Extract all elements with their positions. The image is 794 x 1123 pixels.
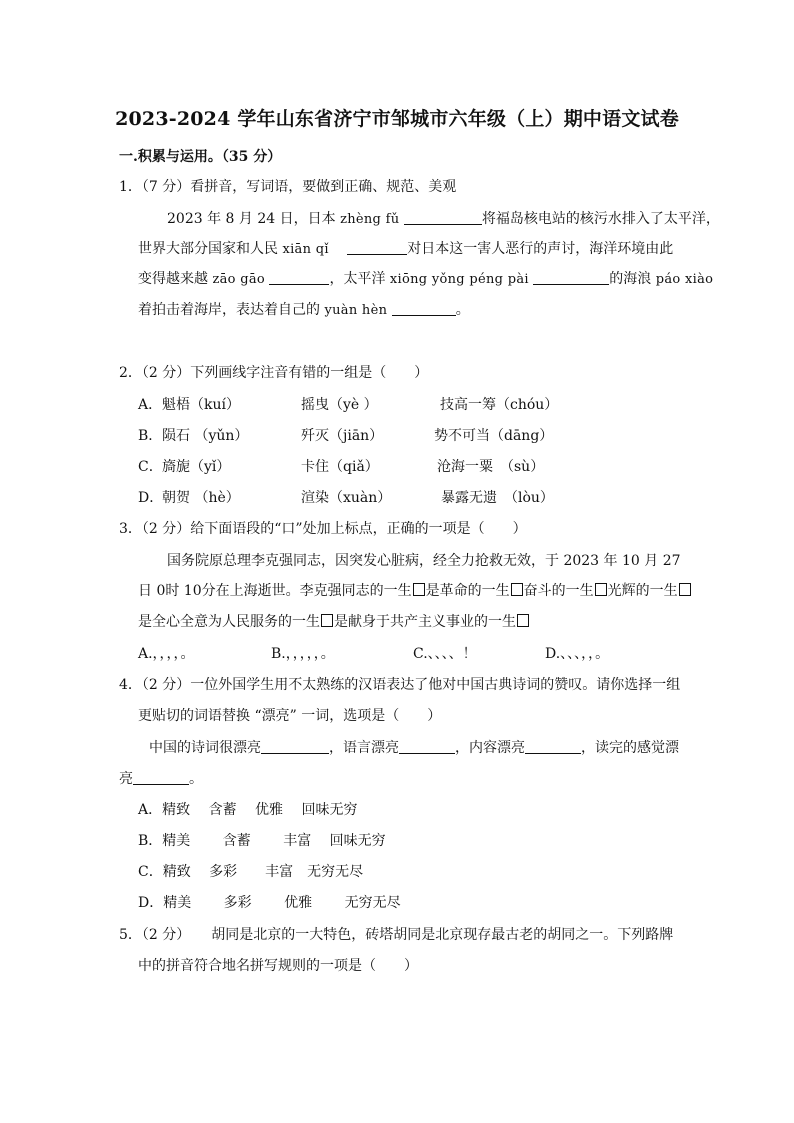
q1-pinyin-1: zhèng fǔ xyxy=(340,212,400,227)
q2-option-c-label: C． xyxy=(138,459,163,475)
q4-blank-2[interactable] xyxy=(399,739,455,754)
q2-option-d-label: D． xyxy=(138,490,164,506)
q1-blank-4[interactable] xyxy=(533,270,609,285)
q2-option-b-3: 势不可当（dāng） xyxy=(434,428,554,444)
q4-option-a[interactable]: A．精致 含蓄 优雅 回味无穷 xyxy=(138,802,358,818)
section-heading: 一.积累与运用。（35 分） xyxy=(119,149,282,165)
q2-option-d-2: 渲染（xuàn） xyxy=(301,490,392,506)
q4-blank-3[interactable] xyxy=(525,739,581,754)
q2-option-b-label: B． xyxy=(138,428,163,444)
q2-option-a-3: 技高一筹（chóu） xyxy=(440,397,559,413)
q5-stem-2: 中的拼音符合地名拼写规则的一项是（ ） xyxy=(138,958,418,974)
q1-pinyin-3: zāo gāo xyxy=(212,272,266,287)
q4-option-b[interactable]: B．精美 含蓄 丰富 回味无穷 xyxy=(138,833,386,849)
q2-option-c-2: 卡住（qiǎ） xyxy=(301,459,379,475)
q3-box-4[interactable] xyxy=(679,583,691,596)
q1-pinyin-5: páo xiào xyxy=(655,272,714,287)
q3-stem: 3．（2 分）给下面语段的“口”处加上标点，正确的一项是（ ） xyxy=(119,521,527,537)
q2-stem: 2．（2 分）下列画线字注音有错的一组是（ ） xyxy=(119,365,429,381)
q4-option-c[interactable]: C．精致 多彩 丰富 无穷无尽 xyxy=(138,864,364,880)
q1-blank-2[interactable] xyxy=(347,240,407,255)
q5-stem-1: 5．（2 分） 胡同是北京的一大特色，砖塔胡同是北京现存最古老的胡同之一。下列路牌 xyxy=(119,927,674,943)
q1-line-1: 2023 年 8 月 24 日，日本 zhèng fǔ 将福岛核电站的核污水排入了太平洋， xyxy=(167,211,720,227)
q4-passage-2: 亮 。 xyxy=(119,771,203,787)
q1-line-3: 变得越来越 zāo gāo ，太平洋 xiōng yǒng péng pài 的海浪 páo xiào xyxy=(138,271,714,287)
q4-stem-2: 更贴切的词语替换 “漂亮” 一词，选项是（ ） xyxy=(138,708,442,724)
q4-passage-1: 中国的诗词很漂亮 ，语言漂亮 ，内容漂亮 ，读完的感觉漂 xyxy=(149,740,679,756)
q2-option-a-2: 摇曳（yè ） xyxy=(301,397,378,413)
q4-option-d[interactable]: D．精美 多彩 优雅 无穷无尽 xyxy=(138,895,401,911)
q2-option-b-1: 陨石 （yǔn） xyxy=(162,428,249,444)
q1-line-4: 着拍击着海岸，表达着自己的 yuàn hèn 。 xyxy=(138,302,470,318)
q1-line-2: 世界大部分国家和人民 xiān qǐ 对日本这一害人恶行的声讨，海洋环境由此 xyxy=(138,241,674,257)
q2-option-a-1: 魁梧（kuí） xyxy=(162,397,240,413)
q1-blank-5[interactable] xyxy=(392,301,456,316)
q3-option-b[interactable]: B.，，，，，。 xyxy=(271,646,335,662)
q2-option-b-2: 歼灭（jiān） xyxy=(301,428,384,444)
q3-line-1: 国务院原总理李克强同志，因突发心脏病，经全力抢救无效，于 2023 年 10 月 27 xyxy=(167,553,681,569)
q3-option-c[interactable]: C.、、、、！ xyxy=(413,646,477,662)
q1-blank-1[interactable] xyxy=(404,210,482,225)
q1-pinyin-2: xiān qǐ xyxy=(282,242,329,257)
q3-box-1[interactable] xyxy=(413,583,425,596)
q3-line-3: 是全心全意为人民服务的一生 是献身于共产主义事业的一生 xyxy=(138,613,530,631)
q2-option-c-1: 旖旎（yǐ） xyxy=(162,459,231,475)
q2-option-d-1: 朝贺 （hè） xyxy=(162,490,240,506)
q1-stem: 1．（7 分）看拼音，写词语，要做到正确、规范、美观 xyxy=(119,179,457,195)
q2-option-a-label: A． xyxy=(138,397,163,413)
q3-option-d[interactable]: D.、、、，，。 xyxy=(545,646,610,662)
q1-pinyin-4: xiōng yǒng péng pài xyxy=(389,272,529,287)
q3-box-6[interactable] xyxy=(517,614,529,627)
q1-blank-3[interactable] xyxy=(269,270,329,285)
q3-box-3[interactable] xyxy=(595,583,607,596)
q4-stem-1: 4．（2 分）一位外国学生用不太熟练的汉语表达了他对中国古典诗词的赞叹。请你选择一组 xyxy=(119,677,681,693)
q2-option-d-3: 暴露无遗 （lòu） xyxy=(441,490,554,506)
q4-blank-1[interactable] xyxy=(261,739,329,754)
page-title: 2023-2024 学年山东省济宁市邹城市六年级（上）期中语文试卷 xyxy=(115,108,679,130)
q3-line-2: 日 0时 10分在上海逝世。李克强同志的一生 是革命的一生 奋斗的一生 光辉的一生 xyxy=(138,582,692,600)
q3-box-2[interactable] xyxy=(511,583,523,596)
q3-box-5[interactable] xyxy=(321,614,333,627)
q3-option-a[interactable]: A.，，，，。 xyxy=(138,646,195,662)
q2-option-c-3: 沧海一粟 （sù） xyxy=(437,459,545,475)
q1-pinyin-6: yuàn hèn xyxy=(324,303,388,318)
q4-blank-4[interactable] xyxy=(133,770,189,785)
